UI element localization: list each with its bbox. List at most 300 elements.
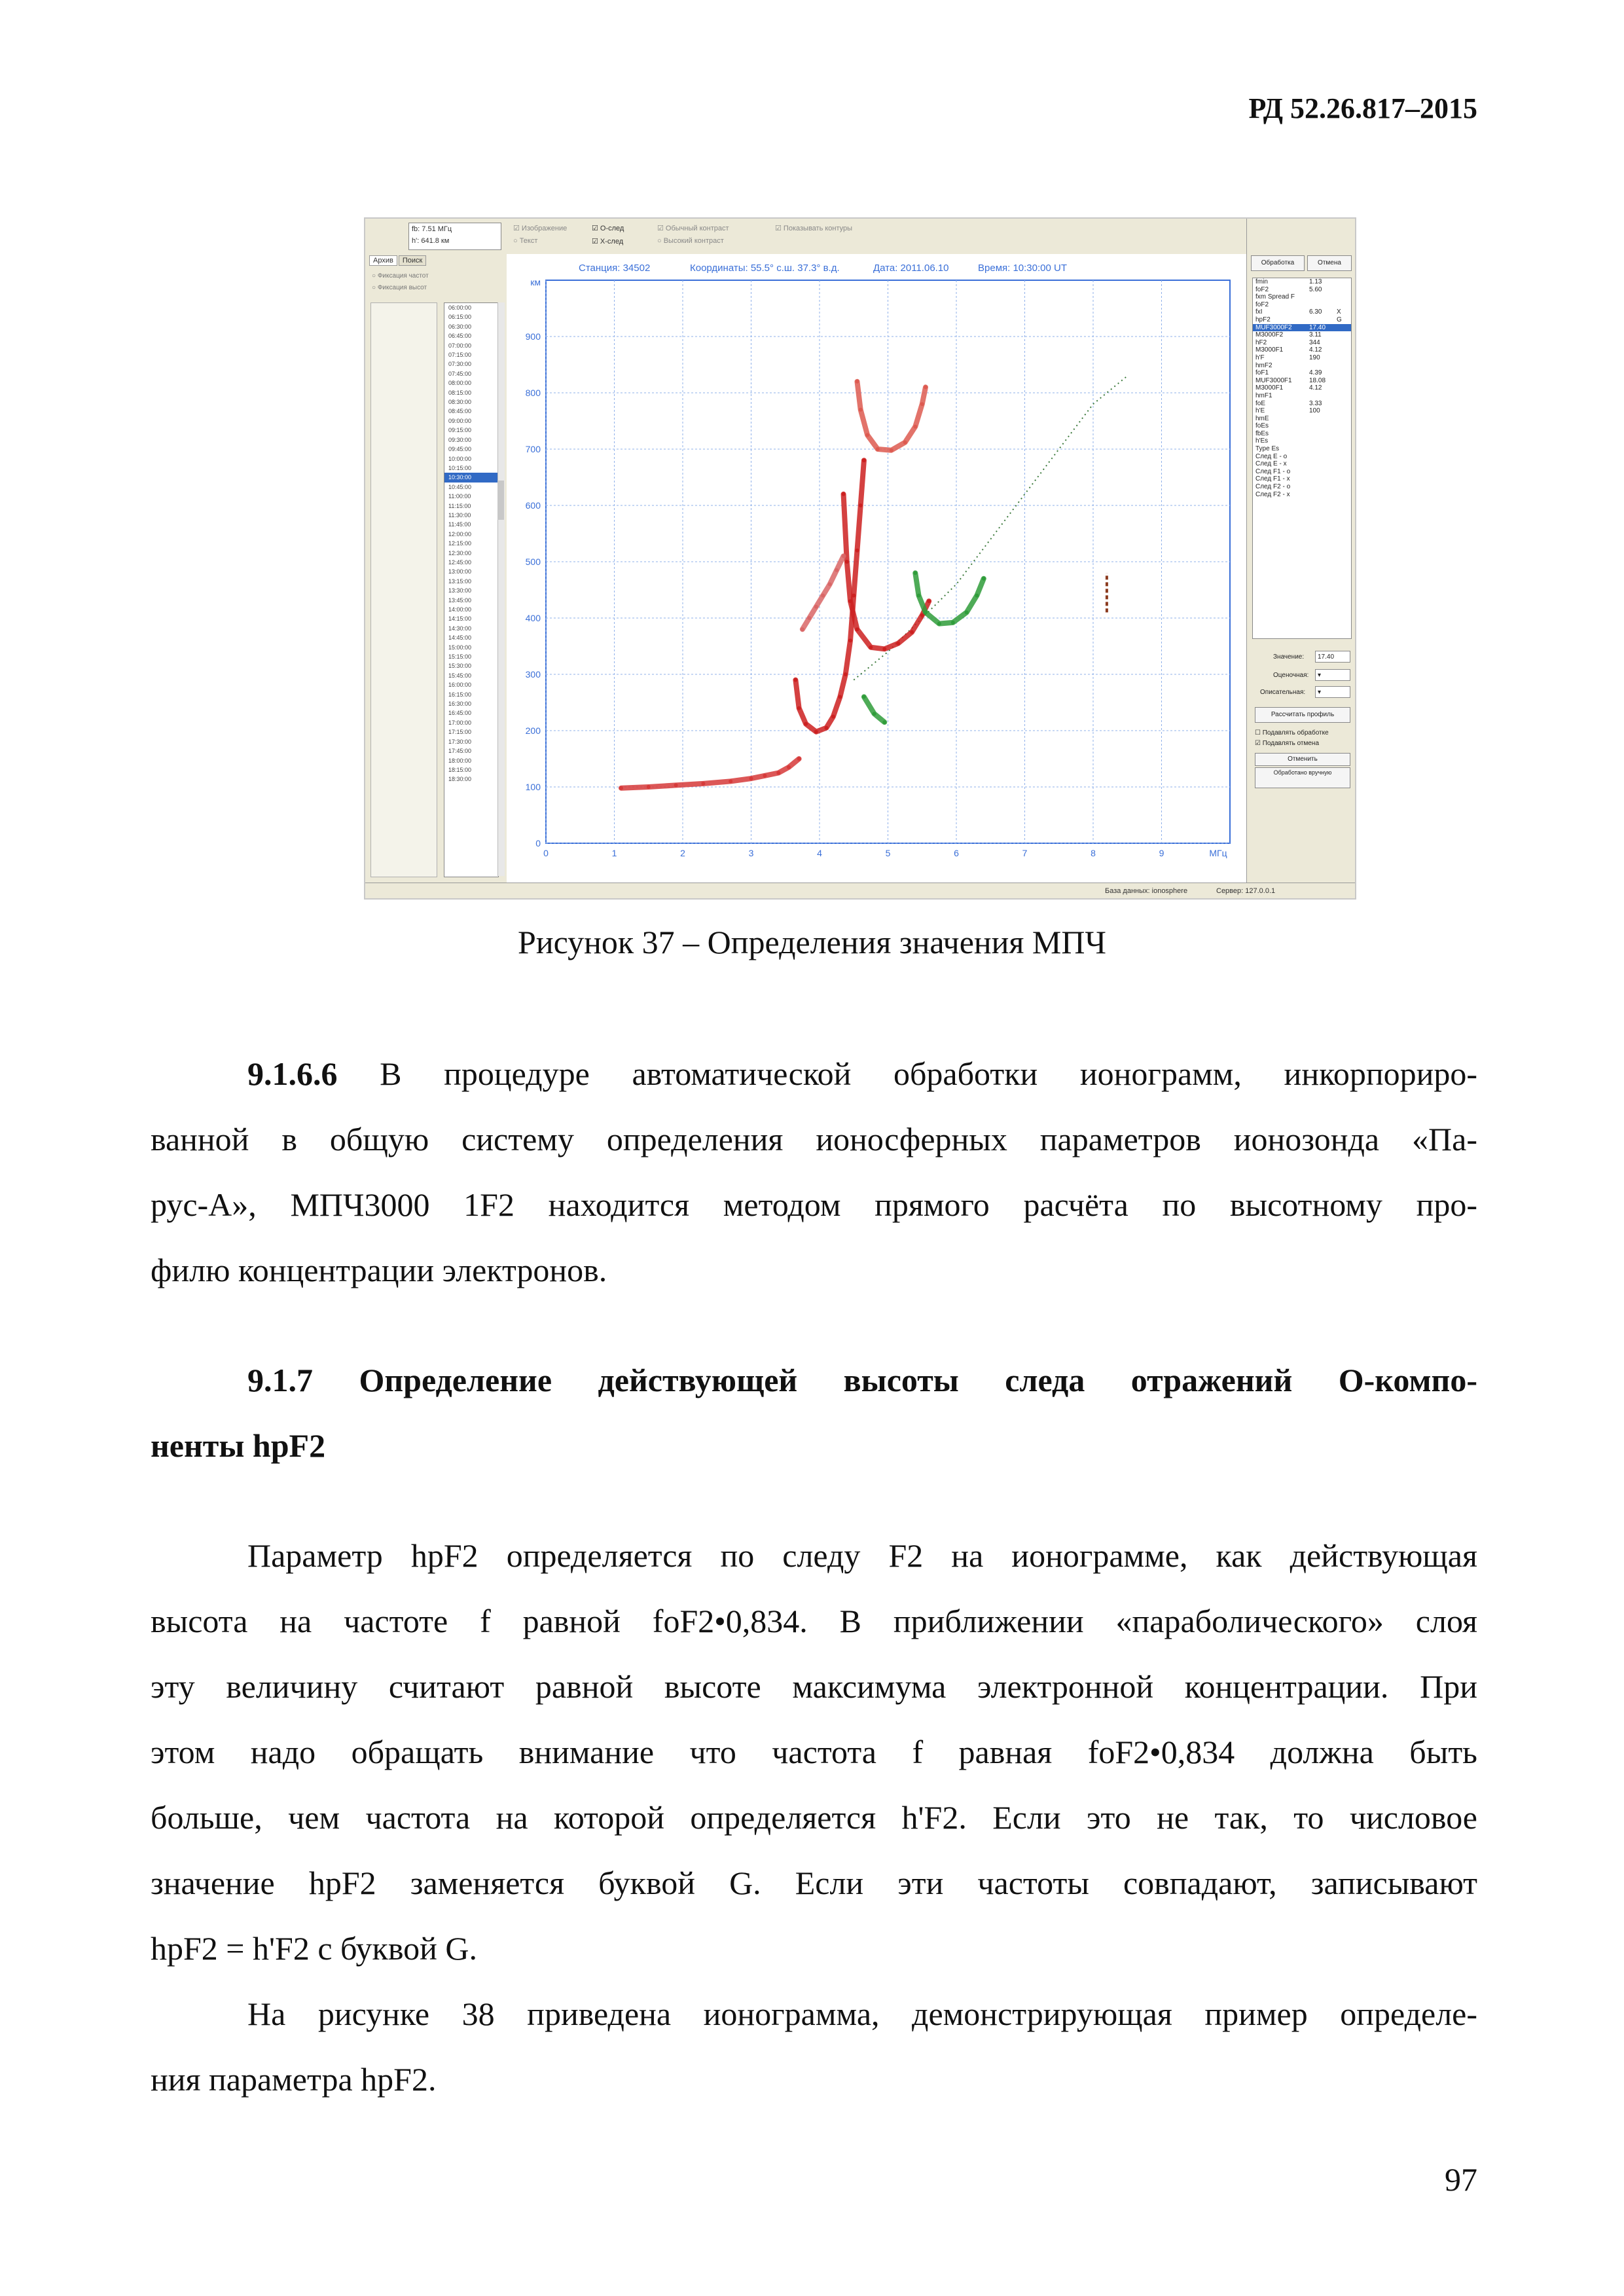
time-list-item[interactable]: 07:00:00 <box>448 342 472 349</box>
trace-point <box>842 492 846 496</box>
trace-point <box>848 599 852 603</box>
parameter-q <box>1337 422 1346 430</box>
trace-line <box>621 759 799 788</box>
trace-point <box>619 786 623 790</box>
muf-curve <box>854 376 1127 680</box>
time-list-item[interactable]: 14:00:00 <box>448 606 472 613</box>
para-line: высота на частоте f равной foF2•0,834. В приближении «параболического» слоя <box>151 1603 1477 1639</box>
coordinates-label: Координаты: 55.5° с.ш. 37.3° в.д. <box>690 263 840 274</box>
parameter-value <box>1309 392 1337 400</box>
parameter-q <box>1337 339 1346 347</box>
time-list-item[interactable]: 14:30:00 <box>448 625 472 632</box>
parameter-value <box>1309 460 1337 468</box>
y-tick-label: 100 <box>525 782 541 792</box>
trace-point <box>821 594 825 598</box>
parameter-q <box>1337 460 1346 468</box>
parameter-row[interactable] <box>1253 445 1351 453</box>
parameter-q <box>1337 475 1346 483</box>
section-number: 9.1.6.6 <box>247 1055 338 1092</box>
parameter-q <box>1337 377 1346 385</box>
trace-point <box>824 726 828 730</box>
parameter-name: След F1 - о <box>1255 467 1291 475</box>
parameter-value <box>1309 415 1337 423</box>
parameter-q <box>1337 407 1346 415</box>
parameter-value <box>1309 293 1337 301</box>
parameter-row[interactable] <box>1253 293 1351 301</box>
parameter-row[interactable] <box>1253 286 1351 294</box>
time-list-item[interactable]: 16:45:00 <box>448 710 472 717</box>
heading-line: 9.1.7 Определение действующей высоты следа отражений О-компо- <box>247 1362 1477 1398</box>
trace-point <box>838 695 842 699</box>
parameter-row[interactable] <box>1253 354 1351 362</box>
value-label: Значение: <box>1273 653 1305 661</box>
time-list-item[interactable]: 10:00:00 <box>448 455 472 462</box>
parameter-value <box>1309 468 1337 476</box>
trace-point <box>982 577 986 581</box>
para-text: В процедуре автоматической обработки ионограмм, инкорпориро- <box>337 1055 1477 1092</box>
trace-point <box>924 385 928 389</box>
time-list-item[interactable]: 11:45:00 <box>448 521 471 528</box>
para-line <box>151 1041 1477 1106</box>
manual-processed-button[interactable]: Обработано вручную <box>1255 767 1350 788</box>
trace-point <box>797 757 801 761</box>
trace-point <box>749 776 753 780</box>
trace-point <box>845 560 849 564</box>
parameter-q <box>1337 346 1346 354</box>
parameter-row[interactable] <box>1253 369 1351 377</box>
parameter-name: hpF2 <box>1255 316 1271 323</box>
process-button[interactable]: Обработка <box>1251 255 1305 271</box>
time-list-item[interactable]: 16:15:00 <box>448 691 472 698</box>
time-list-scrollbar[interactable] <box>497 302 505 876</box>
date-label: Дата: 2011.06.10 <box>873 263 949 274</box>
parameter-row[interactable] <box>1253 437 1351 445</box>
time-list-item[interactable]: 09:15:00 <box>448 427 472 434</box>
heading-line: ненты hpF2 <box>151 1427 326 1464</box>
time-list-item[interactable]: 15:30:00 <box>448 663 472 670</box>
trace-point <box>701 782 705 786</box>
ionogram-plot[interactable] <box>507 254 1246 883</box>
parameter-name: hmE <box>1255 414 1269 422</box>
parameter-value <box>1309 475 1337 483</box>
trace-point <box>842 554 846 558</box>
para-line: рус-А», МПЧ3000 1F2 находится методом прямого расчёта по высотному про- <box>151 1186 1477 1223</box>
y-axis-label: км <box>530 277 541 287</box>
parameter-q <box>1337 331 1346 339</box>
x-tick-label: 2 <box>680 848 685 858</box>
parameter-name: fbEs <box>1255 429 1269 437</box>
height-readout: h': 641.8 км <box>412 237 450 245</box>
parameter-q: X <box>1337 308 1341 316</box>
parameter-name: Type Es <box>1255 445 1280 453</box>
parameter-name: h'E <box>1255 407 1265 415</box>
trace-point <box>859 503 863 507</box>
time-list-item[interactable]: 07:15:00 <box>448 352 472 359</box>
rating-select[interactable]: ▾ <box>1315 669 1350 681</box>
trace-point <box>848 638 852 642</box>
parameter-name: foF1 <box>1255 369 1269 377</box>
figure-caption: Рисунок 37 – Определения значения МПЧ <box>518 924 1106 960</box>
parameter-row[interactable] <box>1253 468 1351 476</box>
parameter-name: След F2 - х <box>1255 490 1290 498</box>
x-tick-label: 1 <box>611 848 617 858</box>
suppress-cancel-checkbox[interactable]: ☑ Подавлять отмена <box>1255 740 1320 747</box>
parameter-name: foF2 <box>1255 301 1269 308</box>
station-label: Станция: 34502 <box>579 263 651 274</box>
scrollbar-thumb[interactable] <box>497 481 504 520</box>
x-tick-label: 7 <box>1022 848 1028 858</box>
time-list-item[interactable]: 06:00:00 <box>448 304 472 311</box>
trace-point <box>729 779 732 783</box>
para-line: hpF2 = h'F2 с буквой G. <box>151 1930 477 1967</box>
time-list-item[interactable]: 15:15:00 <box>448 653 472 661</box>
time-list-item[interactable]: 16:30:00 <box>448 701 472 708</box>
trace-line <box>857 382 926 450</box>
parameter-q <box>1337 453 1346 461</box>
parameter-value <box>1309 437 1337 445</box>
parameter-value <box>1309 483 1337 491</box>
parameter-row[interactable] <box>1253 460 1351 468</box>
time-list-item[interactable]: 14:15:00 <box>448 615 472 623</box>
parameter-row[interactable] <box>1253 422 1351 430</box>
parameter-value: 4.12 <box>1309 346 1322 354</box>
parameter-value <box>1309 445 1337 453</box>
parameter-q <box>1337 437 1346 445</box>
time-list-item[interactable]: 17:30:00 <box>448 738 472 745</box>
parameter-q <box>1337 293 1346 301</box>
option-image[interactable]: ☑ Изображение <box>513 225 568 232</box>
trace-point <box>855 627 859 631</box>
parameter-row[interactable] <box>1253 278 1351 286</box>
ionogram-chart[interactable] <box>507 254 1246 883</box>
parameter-row[interactable] <box>1253 308 1351 316</box>
trace-point <box>876 447 880 451</box>
parameter-name: hmF1 <box>1255 392 1272 399</box>
parameter-value: 1.13 <box>1309 278 1322 285</box>
x-tick-label: 6 <box>954 848 959 858</box>
time-list-item[interactable]: 07:30:00 <box>448 361 472 368</box>
time-list-item[interactable]: 13:15:00 <box>448 577 472 585</box>
time-list-item[interactable]: 17:15:00 <box>448 729 472 736</box>
ionogram-screenshot <box>364 217 1356 900</box>
time-list-item[interactable]: 14:45:00 <box>448 634 472 642</box>
parameter-row[interactable] <box>1253 377 1351 385</box>
time-list-item[interactable]: 15:45:00 <box>448 672 472 679</box>
parameter-value: 4.39 <box>1309 369 1322 377</box>
parameter-value <box>1309 301 1337 309</box>
y-tick-label: 300 <box>525 669 541 680</box>
trace-point <box>674 783 678 787</box>
trace-point <box>975 594 979 598</box>
trace-point <box>890 448 893 452</box>
trace-line <box>864 697 884 722</box>
trace-point <box>965 610 969 614</box>
parameter-name: foF2 <box>1255 285 1269 293</box>
time-list-item[interactable]: 15:00:00 <box>448 644 472 651</box>
calc-profile-button[interactable]: Рассчитать профиль <box>1255 707 1350 723</box>
parameter-row[interactable] <box>1253 392 1351 400</box>
time-list-item[interactable]: 09:30:00 <box>448 436 472 443</box>
parameter-q: G <box>1337 316 1342 323</box>
time-label: Время: 10:30:00 UT <box>978 263 1068 274</box>
parameter-value: 18.08 <box>1309 376 1326 384</box>
x-axis-label: МГц <box>1209 848 1227 858</box>
option-show-contours[interactable]: ☑ Показывать контуры <box>775 225 853 232</box>
time-list-item[interactable]: 09:00:00 <box>448 417 472 424</box>
time-list-item[interactable]: 11:00:00 <box>448 493 471 500</box>
parameter-name: M3000F1 <box>1255 346 1284 354</box>
parameter-name: foE <box>1255 399 1266 407</box>
document-header: РД 52.26.817–2015 <box>1248 92 1477 124</box>
parameter-name: След F2 - о <box>1255 483 1291 491</box>
parameter-q <box>1337 445 1346 453</box>
trace-point <box>814 605 818 609</box>
parameter-name: След F1 - х <box>1255 475 1290 483</box>
parameter-row[interactable] <box>1253 491 1351 499</box>
trace-point <box>913 425 917 429</box>
parameter-row[interactable] <box>1253 324 1351 332</box>
parameter-name: След E - х <box>1255 460 1287 468</box>
time-list-item[interactable]: 06:15:00 <box>448 314 472 321</box>
time-list-item[interactable]: 16:00:00 <box>448 682 472 689</box>
trace-point <box>862 695 866 699</box>
parameter-row[interactable] <box>1253 400 1351 408</box>
time-list-item[interactable]: 10:30:00 <box>444 473 498 482</box>
time-list-item[interactable]: 10:45:00 <box>448 483 472 490</box>
parameter-row[interactable] <box>1253 430 1351 438</box>
parameter-list[interactable] <box>1252 278 1352 639</box>
parameter-value <box>1309 491 1337 499</box>
parameter-q <box>1337 362 1346 370</box>
trace-point <box>882 720 886 724</box>
parameter-value: 3.33 <box>1309 399 1322 407</box>
parameter-name: hF2 <box>1255 338 1267 346</box>
parameter-row[interactable] <box>1253 331 1351 339</box>
trace-point <box>896 642 900 646</box>
trace-point <box>951 621 955 625</box>
section-9-1-7-heading <box>151 1347 1477 1478</box>
time-list-item[interactable]: 10:15:00 <box>448 464 472 471</box>
trace-point <box>814 730 818 734</box>
x-tick-label: 0 <box>543 848 549 858</box>
time-list-item[interactable]: 08:45:00 <box>448 408 472 415</box>
parameter-q <box>1337 301 1346 309</box>
parameter-value: 4.12 <box>1309 384 1322 392</box>
trace-point <box>647 785 651 789</box>
time-list[interactable] <box>444 302 499 877</box>
option-x-trace[interactable]: ☑ X-след <box>592 238 624 246</box>
time-list-item[interactable]: 11:15:00 <box>448 502 471 509</box>
para-line: больше, чем частота на которой определяется h'F2. Если это не так, то числовое <box>151 1799 1477 1836</box>
server-status: Сервер: 127.0.0.1 <box>1216 887 1276 895</box>
left-panel <box>365 219 507 900</box>
trace-point <box>763 774 767 778</box>
time-list-item[interactable]: 18:15:00 <box>448 766 472 773</box>
parameter-value <box>1309 430 1337 438</box>
parameter-name: MUF3000F1 <box>1255 376 1292 384</box>
left-tabs <box>369 255 426 266</box>
trace-point <box>903 441 907 445</box>
date-tree[interactable] <box>370 302 437 877</box>
cancel-button[interactable]: Отмена <box>1307 255 1352 271</box>
time-list-item[interactable]: 13:45:00 <box>448 596 472 604</box>
trace-point <box>797 706 801 710</box>
descr-label: Описательная: <box>1260 689 1306 696</box>
time-list-item[interactable]: 18:30:00 <box>448 776 472 783</box>
time-list-item[interactable]: 11:30:00 <box>448 511 471 519</box>
parameter-name: fxm Spread F <box>1255 293 1295 301</box>
parameter-name: MUF3000F2 <box>1255 323 1292 331</box>
y-tick-label: 700 <box>525 444 541 454</box>
option-text[interactable]: ○ Текст <box>513 237 538 245</box>
x-tick-label: 5 <box>885 848 891 858</box>
parameter-q <box>1337 430 1346 438</box>
y-tick-label: 200 <box>525 725 541 736</box>
x-tick-label: 3 <box>748 848 754 858</box>
time-list-item[interactable]: 08:30:00 <box>448 399 472 406</box>
trace-point <box>855 380 859 384</box>
para-line: ния параметра hpF2. <box>151 2061 437 2098</box>
time-list-item[interactable]: 17:45:00 <box>448 748 472 755</box>
y-tick-label: 0 <box>535 838 541 848</box>
parameter-name: M3000F1 <box>1255 384 1284 392</box>
undo-button[interactable]: Отменить <box>1255 753 1350 766</box>
parameter-row[interactable] <box>1253 453 1351 461</box>
x-tick-label: 4 <box>817 848 822 858</box>
section-9-1-6-6 <box>151 1041 1477 1303</box>
trace-point <box>882 647 886 651</box>
descr-select[interactable]: ▾ <box>1315 686 1350 698</box>
parameter-q <box>1337 415 1346 423</box>
parameter-row[interactable] <box>1253 301 1351 309</box>
time-list-item[interactable]: 13:30:00 <box>448 587 472 594</box>
time-list-item[interactable]: 08:15:00 <box>448 389 472 396</box>
trace-line <box>915 573 984 623</box>
parameter-row[interactable] <box>1253 483 1351 491</box>
time-list-item[interactable]: 13:00:00 <box>448 568 472 575</box>
parameter-row[interactable] <box>1253 384 1351 392</box>
radio-fix-height-label: Фиксация высот <box>377 284 427 291</box>
parameter-row[interactable] <box>1253 316 1351 324</box>
trace-point <box>873 712 876 716</box>
parameter-name: h'F <box>1255 354 1265 361</box>
database-status: База данных: ionosphere <box>1105 887 1188 895</box>
tab-archive[interactable]: Архив <box>369 255 397 266</box>
parameter-q <box>1337 491 1346 499</box>
trace-point <box>924 610 928 614</box>
time-list-item[interactable]: 18:00:00 <box>448 757 472 764</box>
para-line: эту величину считают равной высоте максимума электронной концентрации. При <box>151 1668 1477 1705</box>
time-list-item[interactable]: 12:30:00 <box>448 549 472 556</box>
time-list-item[interactable]: 06:30:00 <box>448 323 472 330</box>
time-list-item[interactable]: 17:00:00 <box>448 719 472 726</box>
frequency-readout: fb: 7.51 МГц <box>412 225 452 233</box>
parameter-q <box>1337 400 1346 408</box>
parameter-q <box>1337 354 1346 362</box>
radio-fix-height[interactable]: ○ Фиксация высот <box>372 284 427 291</box>
status-bar <box>365 883 1356 900</box>
parameter-name: h'Es <box>1255 437 1269 445</box>
trace-point <box>807 616 811 620</box>
parameter-name: M3000F2 <box>1255 331 1284 339</box>
page-number: 97 <box>1445 2161 1477 2198</box>
time-list-item[interactable]: 09:45:00 <box>448 446 472 453</box>
para-line: значение hpF2 заменяется буквой G. Если эти частоты совпадают, записывают <box>151 1865 1477 1901</box>
y-tick-label: 400 <box>525 613 541 623</box>
trace-point <box>910 630 914 634</box>
option-o-trace[interactable]: ☑ О-след <box>592 225 624 232</box>
parameter-value <box>1309 316 1337 324</box>
right-panel <box>1246 219 1356 900</box>
trace-point <box>828 582 832 586</box>
time-list-item[interactable]: 08:00:00 <box>448 380 472 387</box>
parameter-q <box>1337 286 1346 294</box>
parameter-q <box>1337 369 1346 377</box>
rating-label: Оценочная: <box>1273 672 1309 679</box>
parameter-row[interactable] <box>1253 475 1351 483</box>
value-field[interactable]: 17.40 <box>1315 651 1350 663</box>
parameter-value: 3.11 <box>1309 331 1322 339</box>
hpf2-paragraph <box>151 1523 1477 1981</box>
suppress-processing-checkbox[interactable]: ☐ Подавлять обработке <box>1255 729 1329 737</box>
trace-point <box>917 594 921 598</box>
y-tick-label: 500 <box>525 556 541 567</box>
time-list-item[interactable]: 12:15:00 <box>448 540 472 547</box>
time-list-item[interactable]: 12:45:00 <box>448 558 472 566</box>
parameter-value: 190 <box>1309 354 1320 361</box>
parameter-row[interactable] <box>1253 415 1351 423</box>
radio-fix-freq[interactable]: ○ Фиксация частот <box>372 272 429 280</box>
option-normal-contrast[interactable]: ☑ Обычный контраст <box>657 225 729 232</box>
tab-search[interactable]: Поиск <box>399 255 426 266</box>
parameter-name: След E - о <box>1255 452 1288 460</box>
parameter-value <box>1309 362 1337 370</box>
parameter-row[interactable] <box>1253 362 1351 370</box>
trace-point <box>793 678 797 682</box>
parameter-row[interactable] <box>1253 346 1351 354</box>
parameter-name: fxI <box>1255 308 1263 316</box>
trace-point <box>776 771 780 775</box>
time-list-item[interactable]: 06:45:00 <box>448 333 472 340</box>
trace-point <box>862 458 866 462</box>
parameter-value <box>1309 422 1337 430</box>
y-tick-label: 600 <box>525 500 541 511</box>
trace-point <box>937 622 941 626</box>
parameter-q <box>1337 278 1346 286</box>
trace-point <box>844 672 848 676</box>
parameter-row[interactable] <box>1253 339 1351 347</box>
y-tick-label: 800 <box>525 388 541 398</box>
time-list-item[interactable]: 07:45:00 <box>448 370 472 377</box>
option-high-contrast[interactable]: ○ Высокий контраст <box>657 237 724 245</box>
cursor-readout <box>408 223 501 250</box>
parameter-value: 6.30 <box>1309 308 1322 316</box>
trace-point <box>804 722 808 726</box>
time-list-item[interactable]: 12:00:00 <box>448 530 472 538</box>
parameter-row[interactable] <box>1253 407 1351 415</box>
trace-point <box>865 433 869 437</box>
parameter-q <box>1337 384 1346 392</box>
trace-point <box>913 571 917 575</box>
trace-point <box>869 646 873 649</box>
parameter-q <box>1337 468 1346 476</box>
parameter-name: foEs <box>1255 422 1269 430</box>
para-line: На рисунке 38 приведена ионограмма, демонстрирующая пример определе- <box>247 1995 1477 2032</box>
parameter-q <box>1337 392 1346 400</box>
para-line: этом надо обращать внимание что частота f равная foF2•0,834 должна быть <box>151 1734 1477 1770</box>
trace-point <box>787 765 791 769</box>
trace-point <box>859 408 863 412</box>
